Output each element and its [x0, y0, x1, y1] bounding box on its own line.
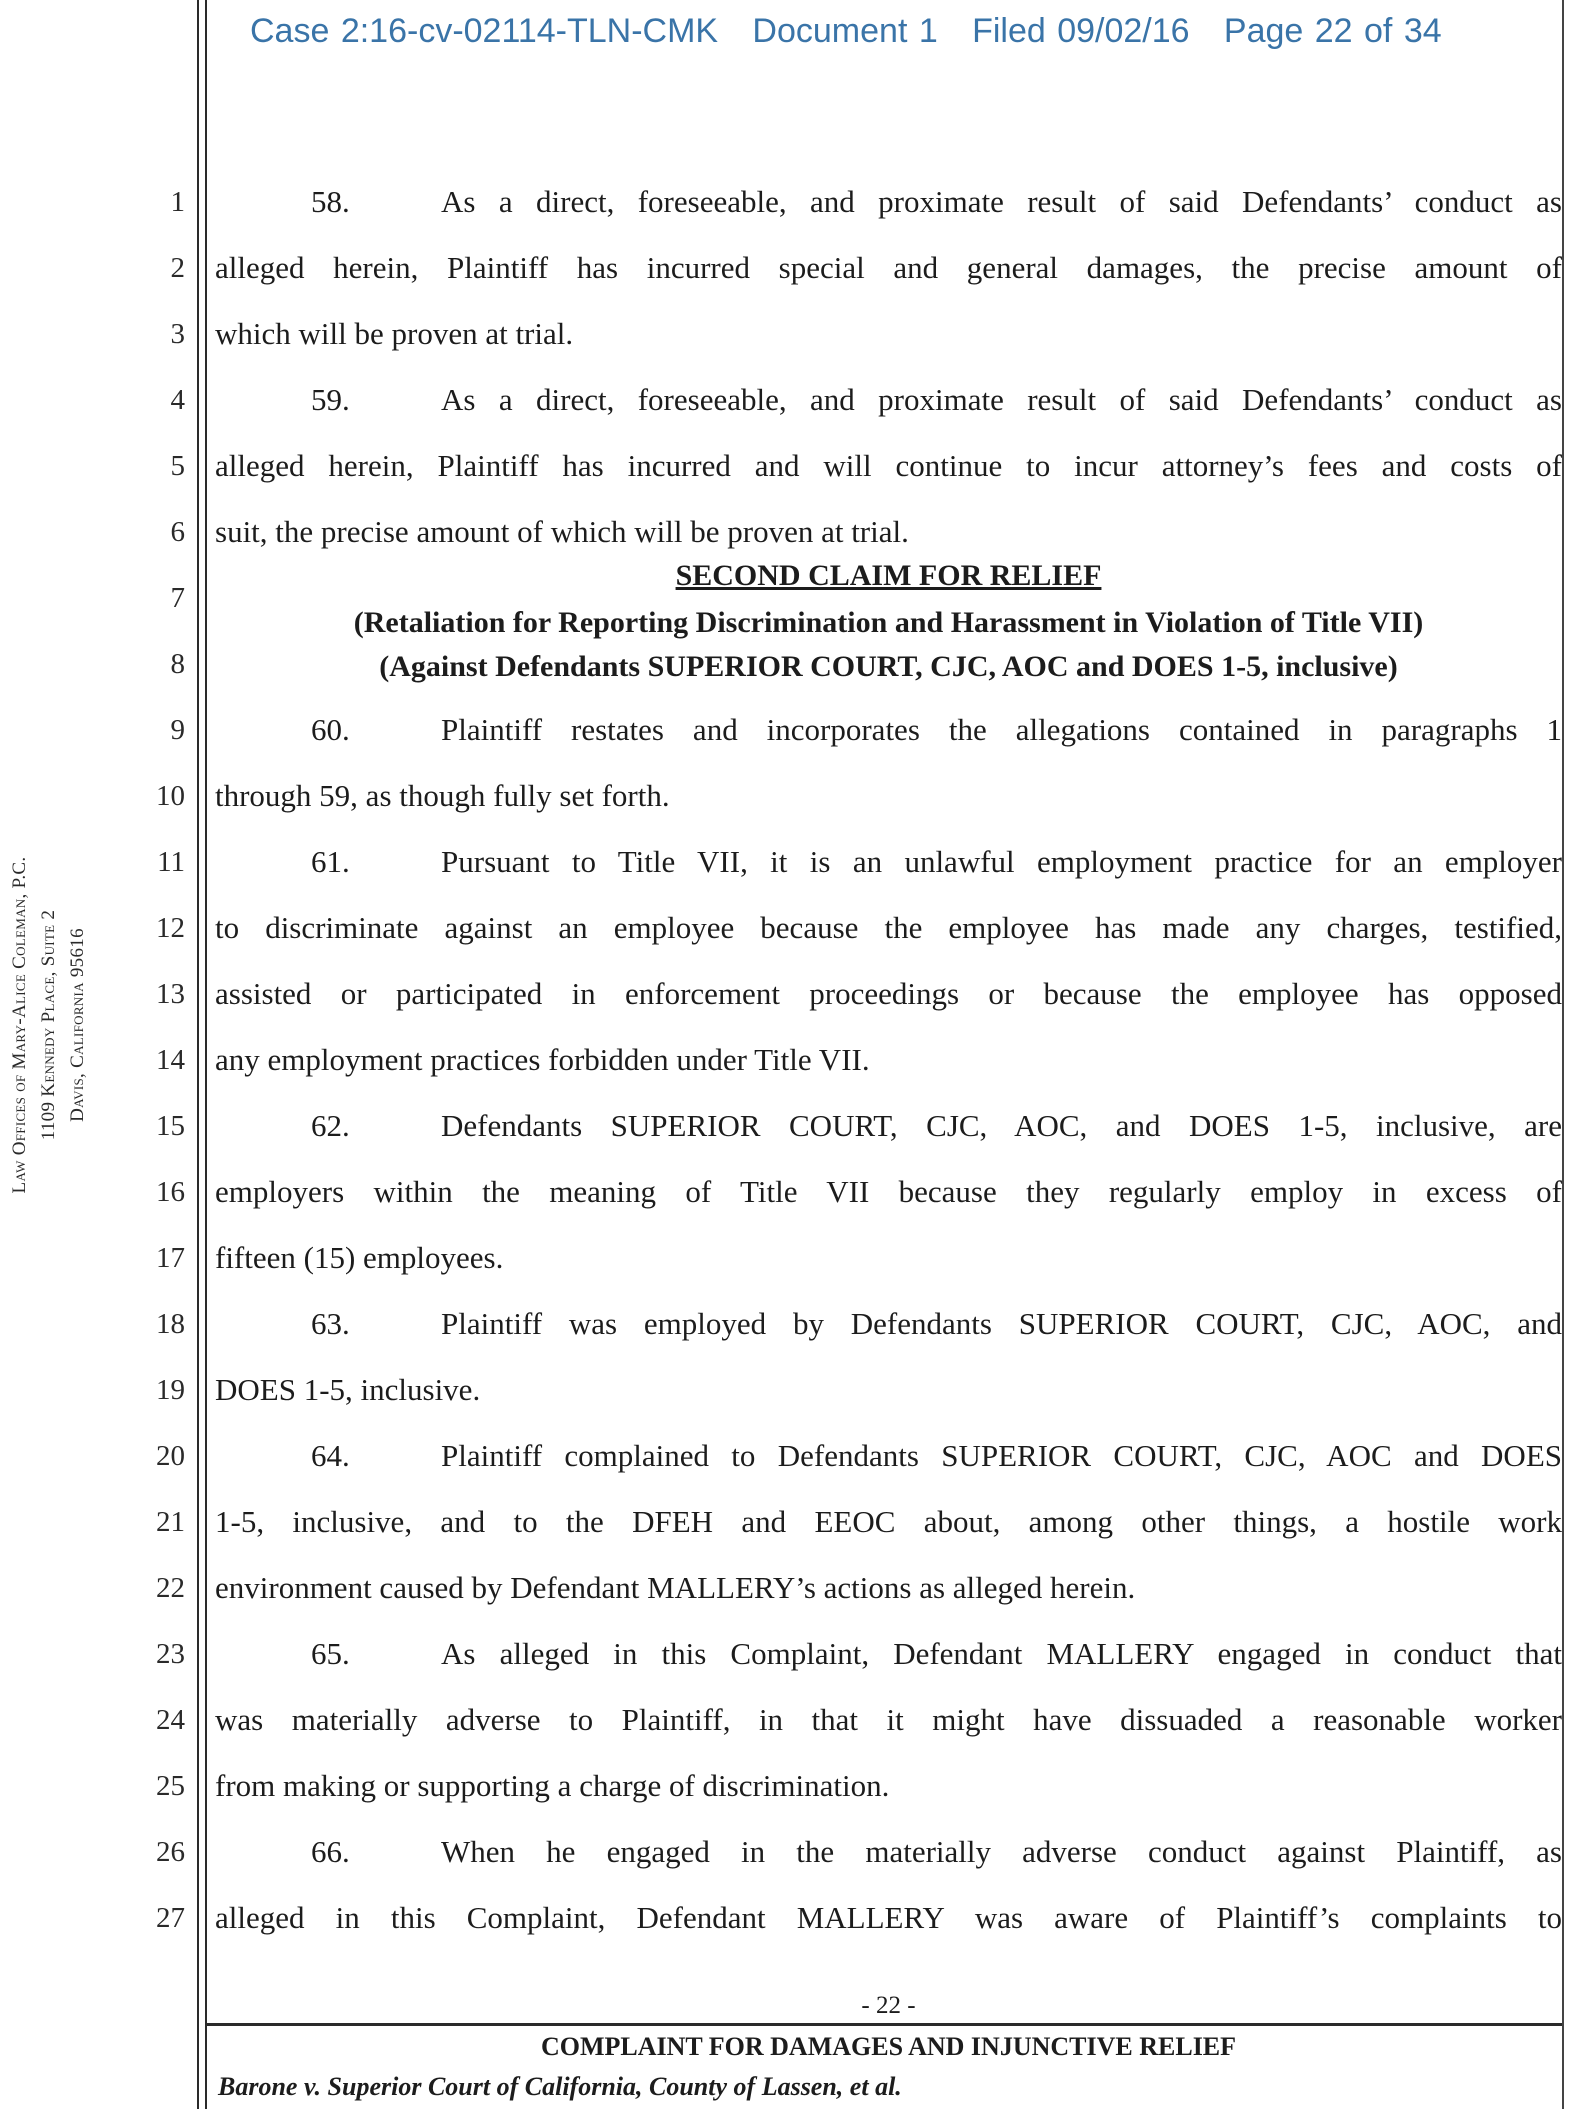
line-number: 15: [156, 1110, 185, 1142]
paragraph-64-line: environment caused by Defendant MALLERY’s actions as alleged herein.: [215, 1570, 1136, 1605]
line-number: 24: [156, 1704, 185, 1736]
paragraph-58-line: 58. As a direct, foreseeable, and proximate result of said Defendants’ conduct as: [215, 182, 1562, 222]
line-number: 12: [156, 912, 185, 944]
claim-subheading: (Against Defendants SUPERIOR COURT, CJC, AOC and DOES 1-5, inclusive): [379, 650, 1398, 683]
claim-heading: SECOND CLAIM FOR RELIEF: [675, 559, 1102, 592]
paragraph-number: 60.: [311, 712, 350, 747]
line-number: 11: [157, 846, 185, 878]
paragraph-number: 62.: [311, 1108, 350, 1143]
line-number: 5: [170, 450, 185, 482]
paragraph-number: 64.: [311, 1438, 350, 1473]
paragraph-61-line: any employment practices forbidden under Title VII.: [215, 1042, 870, 1077]
paragraph-66-line: alleged in this Complaint, Defendant MALLERY was aware of Plaintiff’s complaints to: [215, 1900, 1562, 1935]
line-number: 19: [156, 1374, 185, 1406]
sidebar-address: 1109 Kennedy Place, Suite 2: [38, 909, 59, 1141]
paragraph-59-line: suit, the precise amount of which will be proven at trial.: [215, 514, 909, 549]
line-number: 27: [156, 1902, 185, 1934]
paragraph-number: 63.: [311, 1306, 350, 1341]
paragraph-61-line: 61. Pursuant to Title VII, it is an unlawful employment practice for an employer: [215, 842, 1562, 882]
paragraph-59-line: 59. As a direct, foreseeable, and proximate result of said Defendants’ conduct as: [215, 380, 1562, 420]
line-number: 7: [170, 582, 185, 614]
paragraph-number: 66.: [311, 1834, 350, 1869]
paragraph-62-line: employers within the meaning of Title VII because they regularly employ in excess of: [215, 1174, 1562, 1209]
paragraph-58-line: which will be proven at trial.: [215, 316, 574, 351]
line-number: 4: [170, 384, 185, 416]
paragraph-65-line: from making or supporting a charge of discrimination.: [215, 1768, 890, 1803]
line-number: 13: [156, 978, 185, 1010]
paragraph-63-line: 63. Plaintiff was employed by Defendants SUPERIOR COURT, CJC, AOC, and: [215, 1304, 1562, 1344]
footer-document-title: COMPLAINT FOR DAMAGES AND INJUNCTIVE RELIEF: [540, 2032, 1237, 2061]
sidebar-city: Davis, California 95616: [67, 928, 88, 1122]
paragraph-61-line: assisted or participated in enforcement proceedings or because the employee has opposed: [215, 976, 1562, 1011]
left-margin-rule-inner: [205, 0, 207, 2109]
line-number: 8: [170, 648, 185, 680]
line-number: 9: [170, 714, 185, 746]
footer-rule: [205, 2023, 1562, 2026]
paragraph-number: 58.: [311, 184, 350, 219]
line-number: 10: [156, 780, 185, 812]
line-number: 22: [156, 1572, 185, 1604]
paragraph-62-line: 62. Defendants SUPERIOR COURT, CJC, AOC, and DOES 1-5, inclusive, are: [215, 1106, 1562, 1146]
paragraph-60-line: 60. Plaintiff restates and incorporates the allegations contained in paragraphs 1: [215, 710, 1562, 750]
right-margin-rule: [1562, 0, 1564, 2109]
paragraph-66-line: 66. When he engaged in the materially adverse conduct against Plaintiff, as: [215, 1832, 1562, 1872]
paragraph-58-line: alleged herein, Plaintiff has incurred special and general damages, the precise amount of: [215, 250, 1562, 285]
line-number: 21: [156, 1506, 185, 1538]
left-margin-rule: [197, 0, 199, 2109]
paragraph-65-line: was materially adverse to Plaintiff, in that it might have dissuaded a reasonable worker: [215, 1702, 1562, 1737]
paragraph-number: 61.: [311, 844, 350, 879]
paragraph-59-line: alleged herein, Plaintiff has incurred and will continue to incur attorney’s fees and costs of: [215, 448, 1562, 483]
line-number: 14: [156, 1044, 185, 1076]
line-number: 1: [170, 186, 185, 218]
line-number: 6: [170, 516, 185, 548]
line-number: 18: [156, 1308, 185, 1340]
paragraph-number: 59.: [311, 382, 350, 417]
paragraph-61-line: to discriminate against an employee because the employee has made any charges, testified,: [215, 910, 1562, 945]
line-number: 16: [156, 1176, 185, 1208]
line-number: 20: [156, 1440, 185, 1472]
sidebar-firm-name: Law Offices of Mary-Alice Coleman, P.C.: [9, 856, 30, 1194]
paragraph-number: 65.: [311, 1636, 350, 1671]
line-number: 25: [156, 1770, 185, 1802]
line-number: 17: [156, 1242, 185, 1274]
line-number: 2: [170, 252, 185, 284]
footer-case-caption: Barone v. Superior Court of California, County of Lassen, et al.: [218, 2072, 902, 2101]
paragraph-64-line: 1-5, inclusive, and to the DFEH and EEOC about, among other things, a hostile work: [215, 1504, 1562, 1539]
paragraph-60-line: through 59, as though fully set forth.: [215, 778, 670, 813]
paragraph-65-line: 65. As alleged in this Complaint, Defendant MALLERY engaged in conduct that: [215, 1634, 1562, 1674]
law-office-sidebar: [5, 755, 92, 1295]
paragraph-62-line: fifteen (15) employees.: [215, 1240, 504, 1275]
claim-subheading: (Retaliation for Reporting Discrimination and Harassment in Violation of Title VII): [353, 606, 1424, 639]
line-number: 26: [156, 1836, 185, 1868]
case-header-stamp: Case 2:16-cv-02114-TLN-CMK Document 1 Filed 09/02/16 Page 22 of 34: [250, 12, 1442, 50]
paragraph-64-line: 64. Plaintiff complained to Defendants SUPERIOR COURT, CJC, AOC and DOES: [215, 1436, 1562, 1476]
page-number: - 22 -: [861, 1992, 916, 2019]
line-number: 3: [170, 318, 185, 350]
paragraph-63-line: DOES 1-5, inclusive.: [215, 1372, 481, 1407]
line-number: 23: [156, 1638, 185, 1670]
